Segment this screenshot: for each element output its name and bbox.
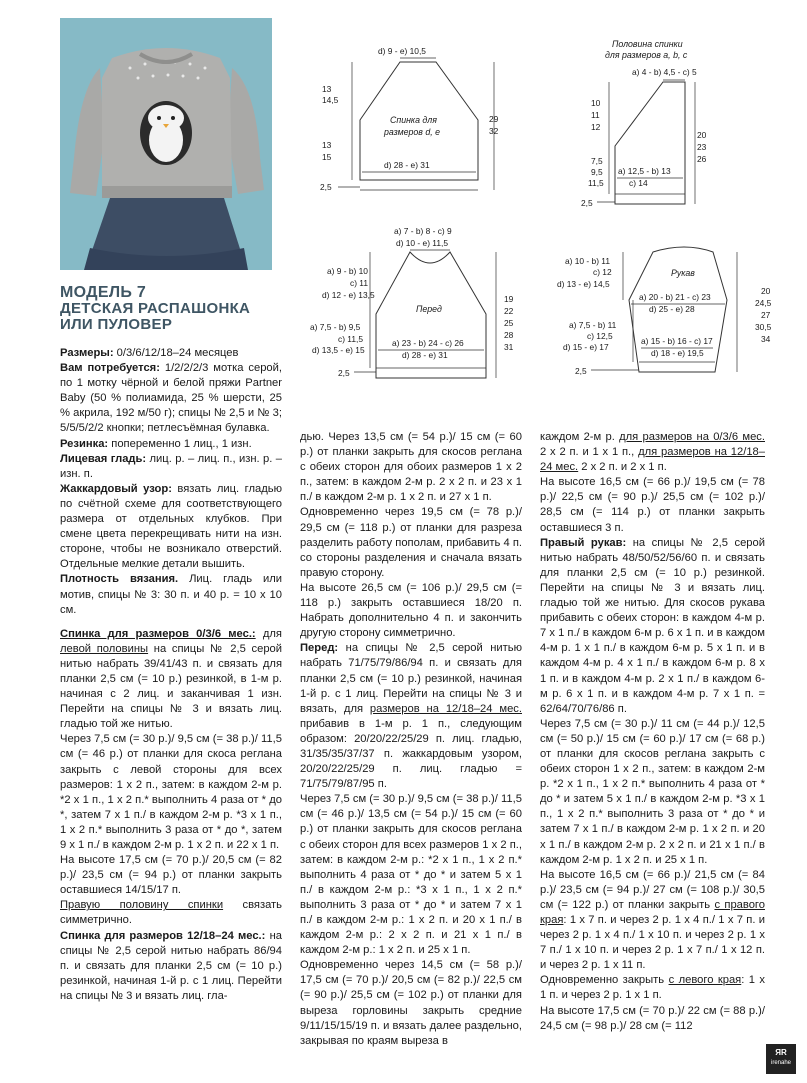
label-back-2: размеров d, e <box>384 127 440 137</box>
dim-left-3: 13 <box>322 140 332 150</box>
label-back-1: Спинка для <box>390 115 437 125</box>
model-name-line2: ИЛИ ПУЛОВЕР <box>60 316 173 333</box>
dim-left-5: 9,5 <box>591 167 603 177</box>
dim-left-2: c) 12 <box>593 267 612 277</box>
dim-left-6: 11,5 <box>588 178 604 188</box>
dim-top-1: a) 7 - b) 8 - c) 9 <box>394 226 452 236</box>
paragraph-left-edge: Одновременно закрыть с левого края: 1 x 1 п. и через 2 р. 1 x 1 п. <box>540 974 765 1002</box>
model-number: МОДЕЛЬ 7 <box>60 284 147 301</box>
paragraph-front-finish: На высоте 16,5 см (= 66 р.)/ 19,5 см (= 78 р.)/ 22,5 см (= 90 р.)/ 25,5 см (= 102 р.)/ 28,5 см (= 114 р.) от планки закрыть оставшиеся 3 п. <box>540 476 765 534</box>
dim-left-6: d) 15 - e) 17 <box>563 342 609 352</box>
dim-left-6: d) 13,5 - e) 15 <box>312 345 365 355</box>
dim-right-1: 20 <box>761 286 771 296</box>
diagram-half-back-abc <box>575 34 775 219</box>
dim-left-2: 11 <box>591 110 600 120</box>
dim-right-3: 27 <box>761 310 771 320</box>
dim-bottom: d) 28 - e) 31 <box>384 160 430 170</box>
model-title <box>60 284 280 333</box>
text-column-3 <box>540 430 765 1034</box>
paragraph-neck-decrease: каждом 2-м р. для размеров на 0/3/6 мес. 2 x 2 п. и 1 x 1 п., для размеров на 12/18–24 мес. 2 x 2 п. и 2 x 1 п. <box>540 431 765 474</box>
dim-left-4: 15 <box>322 152 332 162</box>
paragraph-finish-back: На высоте 26,5 см (= 106 р.)/ 29,5 см (= 118 р.) закрыть оставшиеся 18/20 п. Набрать дополнительно 4 п. и закончить другую сторону симметрично. <box>300 581 522 640</box>
text-column-1 <box>60 346 282 1004</box>
paragraph-gauge: Плотность вязания. Лиц. гладь или мотив, спицы № 3: 30 п. и 40 р. = 10 x 10 см. <box>60 573 283 616</box>
paragraph-sleeve-top: На высоте 16,5 см (= 66 р.)/ 21,5 см (= 84 р.)/ 23,5 см (= 94 р.)/ 27 см (= 108 р.)/ 30,5 см (= 122 р.) от планки закрыть с правого края: 1 x 7 п. и через 2 р. 1 x 4 п./ 1 x 7 п. и через 2 р. 1 x 4 п./ 1 x 10 п. и через 2 р. 1 x 7 п./ 1 x 10 п. и через 2 р. 1 x 7 п./ 1 x 12 п. и через 2 р. 1 x 11 п. <box>540 868 765 972</box>
paragraph-rib: Резинка: попеременно 1 лиц., 1 изн. <box>60 437 252 450</box>
dim-left-1: 13 <box>322 84 332 94</box>
dim-bottom-1: a) 12,5 - b) 13 <box>618 166 671 176</box>
paragraph-stockinette: Лицевая гладь: лиц. р. – лиц. п., изн. р. – изн. п. <box>60 452 282 480</box>
dim-left-5: c) 11,5 <box>338 334 363 344</box>
paragraph-raglan-left: Через 7,5 см (= 30 р.)/ 9,5 см (= 38 р.)/ 11,5 см (= 46 р.) от планки для скоса реглана закрыть с левой стороны для всех размеров: 1 x 2 п., затем: в каждом 2-м р. *2 x 1 п., 1 x 2 п.* выполнить 4 раза от * до *, затем 7 x 1 п./ в каждом 2-м р. *3 x 1 п., 1 x 2 п.* выполнить 3 раза от * до *, затем 9 x 1 п./ в каждом 2-м р. 1 x 2 п. и 22 x 1 п. <box>60 733 282 851</box>
product-photo <box>60 18 272 270</box>
paragraph-back-small: Спинка для размеров 0/3/6 мес.: для левой половины на спицы № 2,5 серой нитью набрать 39/41/43 п. и связать для планки 2,5 см (= 10 р.) резинкой, в 1-м р. начиная с 2 лиц. и заканчивая 1 изн. Перейти на спицы № 3 и вязать лиц. гладью той же нитью. <box>60 627 283 731</box>
paragraph-back-large: Спинка для размеров 12/18–24 мес.: на спицы № 2,5 серой нитью набрать 86/94 п. и связать для планки 2,5 см (= 10 р.) резинкой, начиная 1-й р. с 1 лиц. Перейти на спицы № 3 и вязать лиц. гла- <box>60 929 282 1002</box>
text-column-2 <box>300 430 522 1049</box>
paragraph-raglan-large: дью. Через 13,5 см (= 54 р.)/ 15 см (= 60 р.) от планки закрыть для скосов реглана с обеих сторон для обоих размеров 1 x 2 п., затем: в каждом 2-м р. 2 x 2 п. и 23 x 1 п./ в каждом 2-м р. 1 x 2 п. и 27 x 1 п. <box>300 431 522 504</box>
half-back-title-2: для размеров a, b, c <box>605 50 688 60</box>
label-sleeve: Рукав <box>671 268 695 278</box>
dim-right-2: 23 <box>697 142 707 152</box>
paragraph-front-raglan: Через 7,5 см (= 30 р.)/ 9,5 см (= 38 р.)/ 11,5 см (= 46 р.)/ 13,5 см (= 54 р.)/ 15 см (= 60 р.) от планки закрыть для скосов реглана с обеих сторон для всех размеров 1 x 2 п., затем: в каждом 2-м р.: *2 x 1 п., 1 x 2 п.* выполнить 4 раза от * до * и затем 5 x 1 п./ в каждом 2-м р.: *3 x 1 п., 1 x 2 п.* выполнить 3 раза от * до * и затем 7 x 1 п./ в каждом 2-м р.: 1 x 2 п. и 20 x 1 п./ в каждом 2-м р.: 2 x 2 п. и 21 x 1 п./ в каждом 2-м р.: 1 x 2 п. и 25 x 1 п. <box>300 793 522 957</box>
dim-top: a) 4 - b) 4,5 - c) 5 <box>632 67 697 77</box>
dim-left-2: 14,5 <box>322 95 339 105</box>
dim-right-3: 25 <box>504 318 514 328</box>
dim-left-3: d) 13 - e) 14,5 <box>557 279 610 289</box>
model-name-line1: ДЕТСКАЯ РАСПАШОНКА <box>60 300 251 317</box>
dim-rib: 2,5 <box>338 368 350 378</box>
paragraph-neckline: Одновременно через 14,5 см (= 58 р.)/ 17,5 см (= 70 р.)/ 20,5 см (= 82 р.)/ 22,5 см (= 90 р.)/ 25,5 см (= 102 р.) от планки для выреза горловины закрыть средние 9/11/15/15/19 п. и вязать далее раздельно, закрывая по краям выреза в <box>300 959 522 1047</box>
dim-right-3: 26 <box>697 154 707 164</box>
paragraph-bind-off: На высоте 17,5 см (= 70 р.)/ 20,5 см (= 82 р.)/ 23,5 см (= 94 р.) от планки закрыть оставшиеся 14/15/17 п. <box>60 854 282 897</box>
dim-rib: 2,5 <box>581 198 593 208</box>
dim-left-2: c) 11 <box>350 278 368 288</box>
dim-right-2: 22 <box>504 306 514 316</box>
dim-left-3: d) 12 - e) 13,5 <box>322 290 375 300</box>
dim-bottom-2: d) 18 - e) 19,5 <box>651 348 704 358</box>
paragraph-jacquard: Жаккардовый узор: вязать лиц. гладью по счётной схеме для соответствующего размера от отдельных клубков. При смене цвета перекрещивать нити на изн. стороне, чтобы не возникало отверстий. Отдельные мелкие детали вышить. <box>60 482 282 571</box>
dim-right-2: 24,5 <box>755 298 772 308</box>
dim-left-4: a) 7,5 - b) 11 <box>569 320 617 330</box>
paragraph-materials: Вам потребуется: 1/2/2/2/3 мотка серой, по 1 мотку чёрной и белой пряжи Partner Baby (50 % полиамида, 25 % шерсти, 25 % акрила, 192 м/50 г); спицы № 2,5 и № 3; 5/5/5/2/2 кнопки; петлесъёмная булавка. <box>60 362 282 435</box>
dim-left-4: 7,5 <box>591 156 603 166</box>
diagram-front <box>300 222 530 392</box>
dim-bottom-1: a) 23 - b) 24 - c) 26 <box>392 338 464 348</box>
paragraph-slit: Одновременно через 19,5 см (= 78 р.)/ 29,5 см (= 118 р.) от планки для разреза разделить работу пополам, прибавить 4 п. со стороны разделения и сначала вязать правую сторону. <box>300 506 522 579</box>
paragraph-sleeve-height: На высоте 17,5 см (= 70 р.)/ 22 см (= 88 р.)/ 24,5 см (= 98 р.)/ 28 см (= 112 <box>540 1004 765 1032</box>
dim-left-3: 12 <box>591 122 601 132</box>
dim-left-1: a) 10 - b) 11 <box>565 256 610 266</box>
dim-right-5: 34 <box>761 334 771 344</box>
dim-right-4: 30,5 <box>755 322 772 332</box>
dim-mid-2: d) 25 - e) 28 <box>649 304 695 314</box>
dim-mid-1: a) 20 - b) 21 - c) 23 <box>639 292 711 302</box>
dim-top-2: d) 10 - e) 11,5 <box>396 238 448 248</box>
dim-bottom-1: a) 15 - b) 16 - c) 17 <box>641 336 713 346</box>
half-back-title-1: Половина спинки <box>612 39 683 49</box>
diagram-back-de <box>300 40 520 200</box>
paragraph-right-sleeve: Правый рукав: на спицы № 2,5 серой нитью набрать 48/50/52/56/60 п. и связать для планки 2,5 см (= 10 р.) резинкой. Перейти на спицы № 3 и вязать лиц. гладью той же нитью. Для скосов рукава прибавить с обеих сторон: в каждом 4-м р. 7 x 1 п./ в каждом 6-м р. 6 x 1 п. и в каждом 4-м р. 1 x 1 п./ в каждом 6-м р. 5 x 1 п. и в каждом 4-м р. 4 x 1 п./ в каждом 6-м р. 8 x 1 п. и в каждом 4-м р. 2 x 1 п./ в каждом 6-м р. 6 x 1 п. и в каждом 4-м р. 7 x 1 п. = 62/64/70/76/86 п. <box>540 536 765 715</box>
dim-bottom-2: d) 28 - e) 31 <box>402 350 448 360</box>
diagram-sleeve <box>555 238 785 388</box>
sweater-photo-illustration <box>60 18 272 270</box>
paragraph-right-half: Правую половину спинки связать симметрично. <box>60 899 283 927</box>
paragraph-sleeve-raglan: Через 7,5 см (= 30 р.)/ 11 см (= 44 р.)/ 12,5 см (= 50 р.)/ 15 см (= 60 р.)/ 17 см (= 68 р.) от планки для скосов реглана закрыть с обеих сторон 1 x 2 п., затем: в каждом 2-м р. *2 x 1 п., 1 x 2 п.* выполнить 4 раза от * до * и затем 5 x 1 п./ в каждом 2-м р. *3 x 1 п., 1 x 2 п.* выполнить 3 раза от * до * и затем 7 x 1 п./ в каждом 2-м р. 1 x 2 п. и 20 x 1 п./ в каждом 2-м р. 2 x 2 п. и 21 x 1 п./ в каждом 2-м р. 1 x 2 п. и 25 x 1 п. <box>540 717 765 866</box>
dim-bottom-2: c) 14 <box>629 178 648 188</box>
paragraph-sizes: Размеры: 0/3/6/12/18–24 месяцев <box>60 347 239 359</box>
dim-right-1: 20 <box>697 130 707 140</box>
dim-left-4: a) 7,5 - b) 9,5 <box>310 322 361 332</box>
dim-right-1: 29 <box>489 114 499 124</box>
dim-left-5: c) 12,5 <box>587 331 613 341</box>
dim-right-2: 32 <box>489 126 499 136</box>
dim-left-1: a) 9 - b) 10 <box>327 266 368 276</box>
dim-rib: 2,5 <box>320 182 332 192</box>
label-front: Перед <box>416 304 442 314</box>
dim-right-1: 19 <box>504 294 514 304</box>
dim-right-5: 31 <box>504 342 514 352</box>
dim-top: d) 9 - e) 10,5 <box>378 46 426 56</box>
dim-right-4: 28 <box>504 330 514 340</box>
dim-left-1: 10 <box>591 98 601 108</box>
paragraph-front: Перед: на спицы № 2,5 серой нитью набрать 71/75/79/86/94 п. и связать для планки 2,5 см (= 10 р.) резинкой, начиная 1-й р. с 1 лиц. Перейти на спицы № 3 и вязать, для размеров на 12/18–24 мес. прибавив в 1-м р. 1 п., следующим образом: 20/20/22/25/29 п. лиц. гладью, 31/35/35/37/37 п. жаккардовым узором, 20/20/22/25/29 п. лиц. гладью = 71/75/79/87/95 п. <box>300 642 522 791</box>
dim-rib: 2,5 <box>575 366 587 376</box>
publisher-logo: ЯR irenahe <box>766 1044 796 1074</box>
